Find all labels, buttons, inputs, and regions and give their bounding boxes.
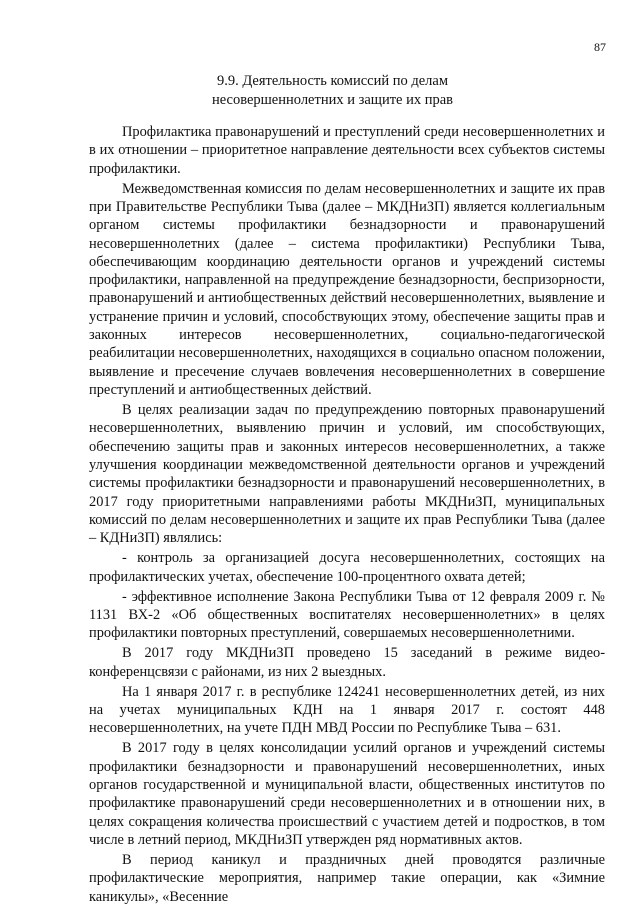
paragraph-statistics: На 1 января 2017 г. в республике 124241 несовершеннолетних детей, из них на учетах муниципальных КДН на 1 января 2017 г. состоят 448 несовершеннолетних, на учете ПДН МВД России по Республике Тыва – 631.	[89, 683, 605, 737]
paragraph-normative-acts: В 2017 году в целях консолидации усилий органов и учреждений системы профилактики безнадзорности и правонарушений несовершеннолетних, иных органов государственной и муниципальной власти, общественных институтов по профилактике правонарушений среди несовершеннолетних и в отношении них, в целях сокращения количества происшествий с участием детей и подростков, в том числе в летний период, МКДНиЗП утвержден ряд нормативных актов.	[89, 740, 605, 848]
section-heading	[60, 72, 605, 109]
document-body	[89, 123, 605, 908]
section-heading-line-2: несовершеннолетних и защите их прав	[211, 91, 454, 108]
paragraph-meetings: В 2017 году МКДНиЗП проведено 15 заседаний в режиме видео-конференцсвязи с районами, из них 2 выездных.	[89, 645, 605, 680]
paragraph-priority-item-2: - эффективное исполнение Закона Республики Тыва от 12 февраля 2009 г. № 1131 ВХ-2 «Об общественных воспитателях несовершеннолетних» в целях профилактики повторных преступлений, совершаемых несовершеннолетними.	[89, 588, 605, 642]
paragraph-priorities: В целях реализации задач по предупреждению повторных правонарушений несовершеннолетних, выявлению причин и условий, им способствующих, обеспечению защиты прав и законных интересов несовершеннолетних, а также улучшения координации межведомственной деятельности органов и учреждений системы профилактики безнадзорности и правонарушений несовершеннолетних, в 2017 году приоритетными направлениями работы МКДНиЗП, муниципальных комиссий по делам несовершеннолетних и защите их прав Республики Тыва (далее – КДНиЗП) являлись:	[89, 402, 605, 547]
paragraph-holiday-operations: В период каникул и праздничных дней проводятся различные профилактические мероприятия, например такие операции, как «Зимние каникулы», «Весенние	[89, 851, 605, 905]
section-heading-line-1: 9.9. Деятельность комиссий по делам	[216, 73, 449, 89]
page-number: 87	[594, 40, 606, 54]
paragraph-intro: Профилактика правонарушений и преступлений среди несовершеннолетних и в их отношении – приоритетное направление деятельности всех субъектов системы профилактики.	[89, 124, 605, 177]
paragraph-commission-role: Межведомственная комиссия по делам несовершеннолетних и защите их прав при Правительстве Республики Тыва (далее – МКДНиЗП) является коллегиальным органом системы профилактики безнадзорности и правонарушений несовершеннолетних (далее – система профилактики) Республики Тыва, обеспечивающим координацию деятельности органов и учреждений системы профилактики, направленной на предупреждение безнадзорности, беспризорности, правонарушений и антиобщественных действий несовершеннолетних, выявление и устранение причин и условий, способствующих этому, обеспечение защиты прав и законных интересов несовершеннолетних, социально-педагогической реабилитации несовершеннолетних, находящихся в социально опасном положении, выявление и пресечение случаев вовлечения несовершеннолетних в совершение преступлений и антиобщественных действий.	[89, 180, 605, 398]
paragraph-priority-item-1: - контроль за организацией досуга несовершеннолетних, состоящих на профилактических учетах, обеспечение 100-процентного охвата детей;	[89, 550, 605, 585]
